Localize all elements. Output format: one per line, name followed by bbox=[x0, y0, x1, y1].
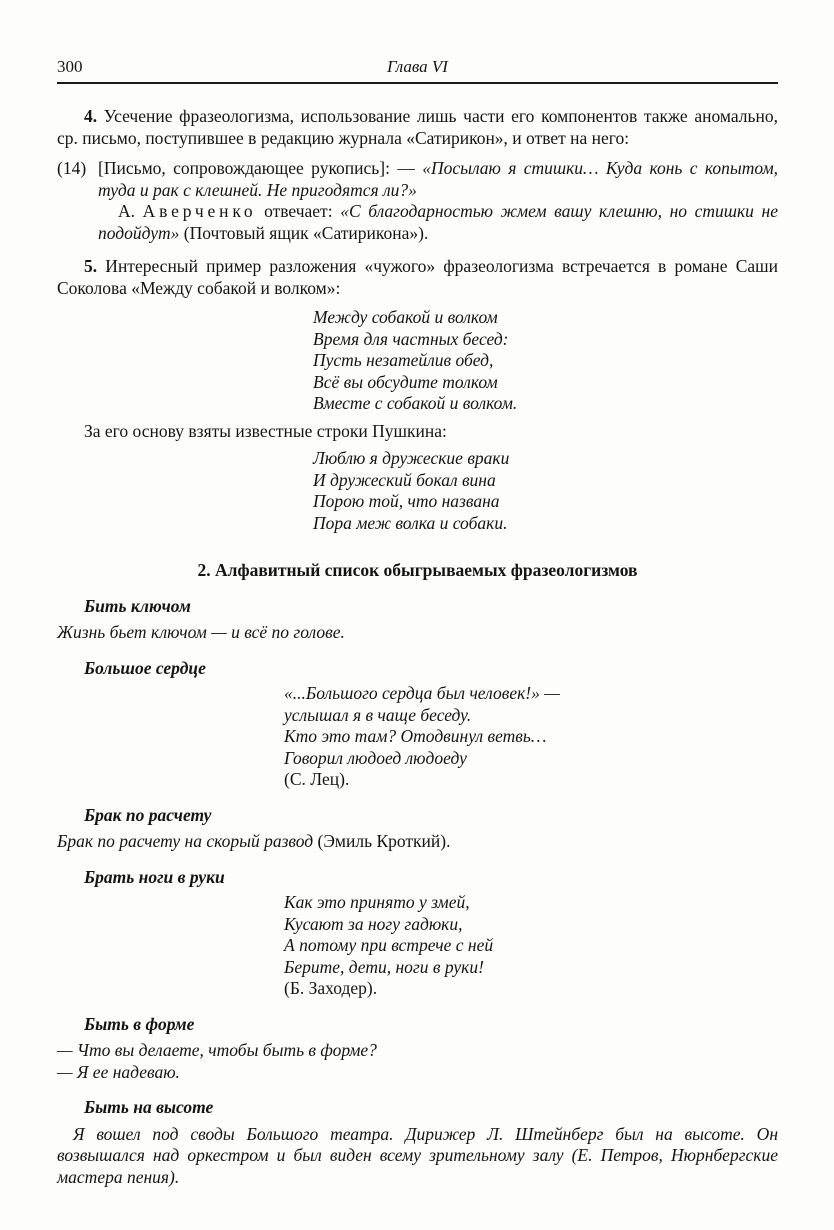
verse-line: Пора меж волка и собаки. bbox=[313, 512, 508, 533]
entry-text-brak-po-raschetu bbox=[57, 831, 778, 853]
verse-line: Кто это там? Отодвинул ветвь… bbox=[284, 726, 547, 746]
reply-author-initial: А. bbox=[118, 201, 143, 221]
item-4-text: Усечение фразеологизма, использование лишь части его компонентов также аномально, ср. письмо, поступившее в редакцию журнала «Сатирикон», и ответ на него: bbox=[57, 106, 778, 148]
verse-line: Время для частных бесед: bbox=[313, 328, 509, 349]
pushkin-intro: За его основу взяты известные строки Пушкина: bbox=[84, 420, 447, 441]
verse-line: Люблю я дружеские враки bbox=[313, 448, 510, 468]
example-14-quote-2: «С благодарностью жмем вашу клешню, но стишки не подойдут» bbox=[98, 201, 778, 243]
example-14-letter bbox=[98, 158, 778, 201]
verse-line: А потому при встрече с ней bbox=[284, 935, 494, 955]
entry-text-byt-na-vysote: Я вошел под своды Большого театра. Дирижер Л. Штейнберг был на высоте. Он возвышался над оркестром и был виден всему зрительному залу (Е. Петров, Нюрнбергские мастера пения). bbox=[57, 1123, 778, 1187]
entry-dialogue-byt-v-forme bbox=[57, 1040, 778, 1083]
verse-line: Всё вы обсудите толком bbox=[313, 371, 498, 392]
verse-attribution: (Б. Заходер). bbox=[284, 978, 378, 998]
example-14 bbox=[57, 158, 778, 244]
verse-line: Вместе с собакой и волком. bbox=[313, 393, 518, 413]
entry-attribution: (Эмиль Кроткий). bbox=[317, 831, 451, 851]
dialogue-line: — Я ее надеваю. bbox=[57, 1061, 180, 1082]
example-14-lead: [Письмо, сопровождающее рукопись]: — bbox=[98, 158, 423, 178]
verse-line: Кусают за ногу гадюки, bbox=[284, 913, 463, 934]
entry-verse-bolshoe-serdce bbox=[284, 683, 778, 791]
verse-line: услышал я в чаще беседу. bbox=[284, 704, 472, 725]
entry-verse-brat-nogi-v-ruki bbox=[284, 892, 778, 1000]
verse-line: Порою той, что названа bbox=[313, 491, 500, 511]
verse-line: Между собакой и волком bbox=[313, 307, 498, 327]
reply-verb: отвечает: bbox=[256, 201, 341, 221]
entry-title-bit-klyuchom: Бить ключом bbox=[84, 595, 191, 616]
verse-line: Как это принято у змей, bbox=[284, 892, 470, 912]
entry-title-brat-nogi-v-ruki: Брать ноги в руки bbox=[84, 866, 225, 887]
entry-text-bit-klyuchom: Жизнь бьет ключом — и всё по голове. bbox=[57, 622, 345, 642]
verse-line: Берите, дети, ноги в руки! bbox=[284, 956, 484, 977]
reply-author-surname: Аверченко bbox=[142, 201, 257, 221]
example-14-reply bbox=[98, 201, 778, 244]
example-14-source: (Почтовый ящик «Сатирикона»). bbox=[179, 222, 429, 243]
dialogue-line: — Что вы делаете, чтобы быть в форме? bbox=[57, 1040, 377, 1060]
example-14-quote-1: «Посылаю я стишки… Куда конь с копытом, туда и рак с клешней. Не пригодятся ли?» bbox=[98, 158, 778, 200]
entry-title-brak-po-raschetu: Брак по расчету bbox=[84, 804, 212, 825]
chapter-title: Глава VI bbox=[387, 57, 448, 76]
verse-line: Пусть незатейлив обед, bbox=[313, 350, 494, 370]
item-5-text: Интересный пример разложения «чужого» фразеологизма встречается в романе Саши Соколова «Между собакой и волком»: bbox=[57, 256, 778, 298]
entry-title-bolshoe-serdce: Большое сердце bbox=[84, 657, 206, 678]
running-header bbox=[57, 56, 778, 84]
verse-pushkin bbox=[313, 448, 778, 534]
page-number: 300 bbox=[57, 57, 83, 76]
verse-line: «...Большого сердца был человек!» — bbox=[284, 683, 560, 703]
example-14-label: (14) bbox=[57, 158, 87, 178]
entry-title-byt-v-forme: Быть в форме bbox=[84, 1013, 195, 1034]
verse-attribution: (С. Лец). bbox=[284, 769, 350, 789]
item-5-number: 5. bbox=[84, 256, 98, 276]
paragraph-item-4 bbox=[57, 106, 778, 149]
section-heading: 2. Алфавитный список обыгрываемых фразеологизмов bbox=[197, 560, 638, 580]
verse-sokolov bbox=[313, 307, 778, 415]
item-4-number: 4. bbox=[84, 106, 98, 126]
entry-title-byt-na-vysote: Быть на высоте bbox=[84, 1097, 214, 1117]
verse-line: Говорил людоед людоеду bbox=[284, 747, 467, 768]
verse-line: И дружеский бокал вина bbox=[313, 469, 496, 490]
paragraph-item-5 bbox=[57, 256, 778, 299]
entry-quote: Брак по расчету на скорый развод bbox=[57, 831, 318, 851]
